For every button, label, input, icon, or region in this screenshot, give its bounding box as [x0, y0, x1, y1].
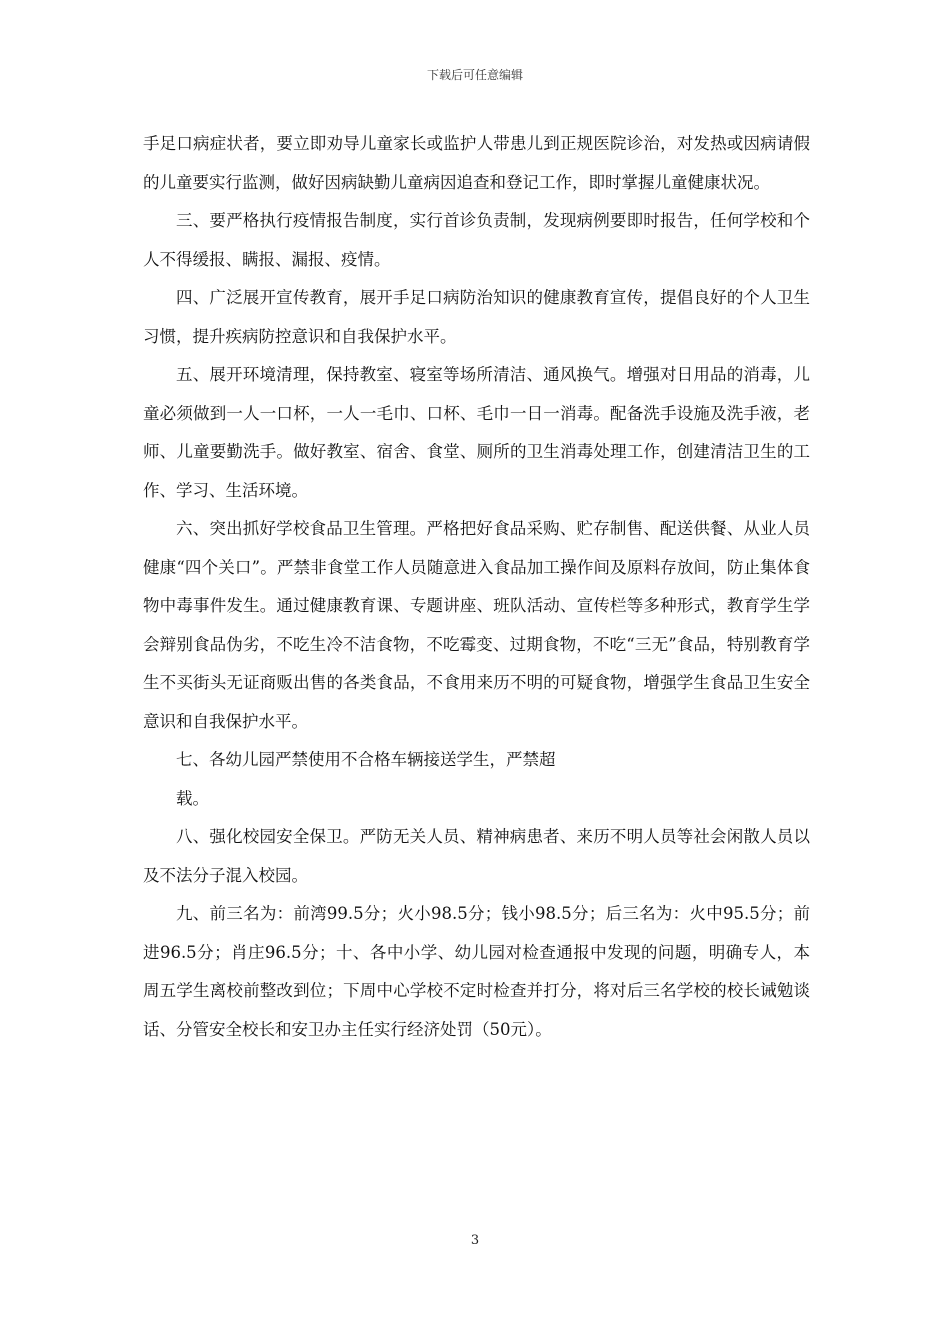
paragraph-item-4: 四、广泛展开宣传教育，展开手足口病防治知识的健康教育宣传，提倡良好的个人卫生习惯，提升疾病防控意识和自我保护水平。 — [143, 288, 810, 346]
page-header: 下载后可任意编辑 — [426, 68, 523, 82]
paragraph-item-8: 八、强化校园安全保卫。严防无关人员、精神病患者、来历不明人员等社会闲散人员以及不法分子混入校园。 — [143, 827, 810, 885]
paragraph-item-3: 三、要严格执行疫情报告制度，实行首诊负责制，发现病例要即时报告，任何学校和个人不得缓报、瞒报、漏报、疫情。 — [143, 211, 810, 269]
page-number: 3 — [470, 1233, 480, 1248]
document-body — [143, 125, 810, 1049]
paragraph-item-7-continued: 载。 — [176, 788, 209, 808]
paragraph-item-9: 九、前三名为：前湾99.5分；火小98.5分；钱小98.5分；后三名为：火中95.5分；前进96.5分；肖庄96.5分；十、各中小学、幼儿园对检查通报中发现的问题，明确专人，本周五学生离校前整改到位；下周中心学校不定时检查并打分，将对后三名学校的校长诫勉谈话、分管安全校长和安卫办主任实行经济处罚（50元）。 — [143, 904, 810, 1039]
paragraph-item-5: 五、展开环境清理，保持教室、寝室等场所清洁、通风换气。增强对日用品的消毒，儿童必须做到一人一口杯，一人一毛巾、口杯、毛巾一日一消毒。配备洗手设施及洗手液，老师、儿童要勤洗手。做好教室、宿舍、食堂、厕所的卫生消毒处理工作，创建清洁卫生的工作、学习、生活环境。 — [143, 365, 810, 500]
paragraph-item-6: 六、突出抓好学校食品卫生管理。严格把好食品采购、贮存制售、配送供餐、从业人员健康“四个关口”。严禁非食堂工作人员随意进入食品加工操作间及原料存放间，防止集体食物中毒事件发生。通过健康教育课、专题讲座、班队活动、宣传栏等多种形式，教育学生学会辩别食品伪劣，不吃生冷不洁食物，不吃霉变、过期食物，不吃“三无”食品，特别教育学生不买街头无证商贩出售的各类食品，不食用来历不明的可疑食物，增强学生食品卫生安全意识和自我保护水平。 — [143, 519, 810, 731]
paragraph-item-7: 七、各幼儿园严禁使用不合格车辆接送学生，严禁超 — [176, 750, 556, 769]
paragraph-continuation: 手足口病症状者，要立即劝导儿童家长或监护人带患儿到正规医院诊治，对发热或因病请假的儿童要实行监测，做好因病缺勤儿童病因追查和登记工作，即时掌握儿童健康状况。 — [143, 134, 810, 192]
